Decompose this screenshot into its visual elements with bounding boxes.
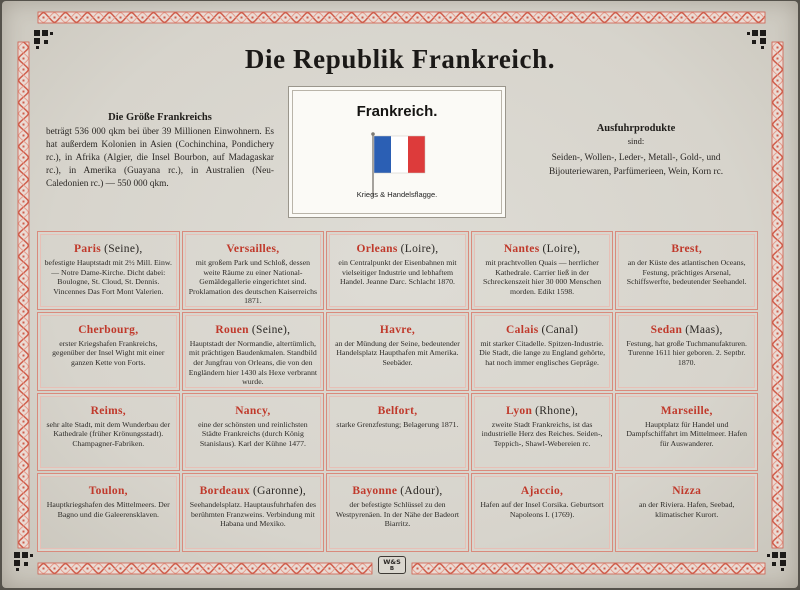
city-heading <box>477 323 608 338</box>
flag-panel <box>288 86 506 218</box>
city-description: mit prachtvollen Quais — herrlicher Kathedrale. Carrier ließ in der Schreckenszeit hier 30 000 Menschen morden. Edikt 1598. <box>482 258 602 296</box>
city-name: Marseille, <box>660 404 713 417</box>
city-name: Orleans <box>356 243 398 255</box>
city-cell-nizza <box>615 473 758 552</box>
bottom-border-band-left <box>38 563 372 574</box>
exports-heading: Ausfuhrprodukte <box>596 123 676 134</box>
flag-stripe-red <box>408 136 425 173</box>
city-name-suffix: (Maas), <box>685 323 723 336</box>
city-description: an der Riviera. Hafen, Seebad, klimatischer Kurort. <box>638 500 735 519</box>
city-name: Bordeaux <box>199 485 250 498</box>
city-description: Hafen auf der Insel Corsika. Geburtsort Napoleons I. (1769). <box>480 500 604 519</box>
city-cell-paris <box>37 231 180 310</box>
city-name: Calais <box>506 323 539 336</box>
city-name: Sedan <box>650 323 683 336</box>
city-heading <box>43 242 174 257</box>
city-heading <box>477 404 608 419</box>
publisher-mark <box>378 556 406 574</box>
city-heading <box>621 242 752 257</box>
city-cell-bayonne <box>326 473 469 552</box>
flag-caption: Kriegs & Handelsflagge. <box>356 190 438 199</box>
city-name: Paris <box>74 243 102 255</box>
area-info-block <box>46 111 274 191</box>
city-cell-bordeaux <box>182 473 325 552</box>
city-description: zweite Stadt Frankreichs, ist das industrielle Herz des Reiches. Seiden-, Teppich-, Shawl-Webereien rc. <box>481 419 603 448</box>
city-heading <box>332 404 463 419</box>
city-heading <box>188 484 319 499</box>
city-description: an der Mündung der Seine, bedeutender Handelsplatz Haupthafen mit Amerika. Seebäder. <box>335 338 460 367</box>
city-grid <box>37 231 758 552</box>
city-name: Nantes <box>503 243 540 255</box>
city-description: Hauptplatz für Handel und Dampfschiffahrt im Mittelmeer. Hafen für Auswanderer. <box>626 419 748 448</box>
city-description: ein Centralpunkt der Eisenbahnen mit vielseitiger Industrie und lebhaftem Handel. Jeanne Darc. Schlacht 1870. <box>338 258 457 287</box>
city-name: Havre, <box>379 323 416 336</box>
city-cell-sedan <box>615 312 758 391</box>
city-heading <box>332 242 463 257</box>
city-name: Lyon <box>506 404 533 417</box>
flag-pole-knob <box>371 132 375 136</box>
left-border-band <box>18 42 29 548</box>
exports-text: Seiden-, Wollen-, Leder-, Metall-, Gold-, und Bijouteriewaren, Parfümerieen, Wein, Korn rc. <box>548 153 724 177</box>
exports-intro: sind: <box>627 136 645 146</box>
city-description: mit starker Citadelle. Spitzen-Industrie. Die Stadt, die lange zu England gehörte, hat noch immer englisches Gepräge. <box>479 338 606 367</box>
flag-heading: Frankreich. <box>356 103 438 120</box>
top-border-band <box>38 12 765 23</box>
city-cell-versailles <box>182 231 325 310</box>
city-name-suffix: (Rhone), <box>535 404 579 417</box>
city-name-suffix: (Adour), <box>400 485 443 498</box>
city-name-suffix: (Seine), <box>251 323 291 336</box>
french-flag-icon <box>369 132 433 198</box>
publisher-mark-letter: B <box>389 566 395 572</box>
area-info-text: beträgt 536 000 qkm bei über 39 Millionen Einwohnern. Es hat außerdem Kolonien in Asien (Cochinchina, Pondichery rc.), in Afrika (Algier, die Insel Bourbon, auf Madagaskar rc.), in Amerika (Guayana rc.), in Australien (Neu-Caledonien rc.) — 550 000 qkm. <box>46 127 274 189</box>
flag-stripe-white <box>391 136 408 173</box>
city-cell-rouen <box>182 312 325 391</box>
city-description: Hauptstadt der Normandie, altertümlich, mit prächtigen Baudenkmalen. Standbild der Jungfrau von Orleans, die von den Engländern hier 1430 als Hexe verbrannt wurde. <box>188 338 318 387</box>
city-heading <box>477 242 608 257</box>
city-description: mit großem Park und Schloß, dessen weite Räume zu einer National-Gemäldegallerie eingerichtet sind. Proklamation des deutschen Kaiserreichs 1871. <box>188 258 318 306</box>
city-cell-orleans <box>326 231 469 310</box>
city-cell-havre <box>326 312 469 391</box>
city-name: Reims, <box>90 404 126 417</box>
city-heading <box>43 404 174 419</box>
flag-stripe-blue <box>374 136 391 173</box>
city-name-suffix: (Seine), <box>104 243 143 255</box>
city-description: erster Kriegshafen Frankreichs, gegenüber der Insel Wight mit einer ganzen Kette von Forts. <box>52 338 165 367</box>
city-description: Festung, hat große Tuchmanufakturen. Turenne 1611 hier geboren. 2. Septbr. 1870. <box>626 338 747 367</box>
city-name: Rouen <box>215 323 249 336</box>
city-cell-reims <box>37 393 180 472</box>
area-info-heading: Die Größe Frankreichs <box>108 112 212 123</box>
city-heading <box>188 242 319 257</box>
city-cell-belfort <box>326 393 469 472</box>
page-title: Die Republik Frankreich. <box>244 44 556 74</box>
city-description: der befestigte Schlüssel zu den Westpyrenäen. In der Nähe der Badeort Biarritz. <box>335 500 460 529</box>
city-description: eine der schönsten und reinlichsten Städte Frankreichs (durch König Stanislaus). Karl der Kühne 1477. <box>198 419 308 448</box>
city-heading <box>621 484 752 499</box>
city-cell-cherbourg <box>37 312 180 391</box>
city-cell-brest <box>615 231 758 310</box>
city-description: sehr alte Stadt, mit dem Wunderbau der Kathedrale (früher Krönungsstadt). Champagner-Fabriken. <box>46 419 171 448</box>
city-cell-nancy <box>182 393 325 472</box>
city-heading <box>332 323 463 338</box>
city-name: Brest, <box>671 243 703 255</box>
city-heading <box>477 484 608 499</box>
city-name: Bayonne <box>352 485 398 498</box>
city-heading <box>43 484 174 499</box>
city-description: Seehandelsplatz. Hauptausfuhrhafen des berühmten Franzweins. Verbindung mit Habana und Mexiko. <box>189 500 316 529</box>
city-heading <box>188 323 319 338</box>
city-cell-marseille <box>615 393 758 472</box>
right-border-band <box>772 42 783 548</box>
city-name: Nancy, <box>235 404 271 417</box>
corner-ornament-bottom-left <box>14 552 33 571</box>
city-name: Versailles, <box>226 243 280 255</box>
city-cell-lyon <box>471 393 614 472</box>
city-cell-nantes <box>471 231 614 310</box>
city-description: starke Grenzfestung; Belagerung 1871. <box>336 419 459 429</box>
city-description: an der Küste des atlantischen Oceans, Festung, prächtiges Arsenal, Schiffswerfte, bedeutender Seehandel. <box>626 258 747 287</box>
city-heading <box>43 323 174 338</box>
city-name: Nizza <box>672 485 702 498</box>
city-name: Belfort, <box>377 404 418 417</box>
city-name-suffix: (Garonne), <box>252 485 307 498</box>
city-heading <box>621 404 752 419</box>
city-cell-ajaccio <box>471 473 614 552</box>
corner-ornament-bottom-right <box>767 552 786 571</box>
city-name-suffix: (Loire), <box>542 243 581 255</box>
city-cell-toulon <box>37 473 180 552</box>
city-name-suffix: (Canal) <box>541 323 579 336</box>
city-cell-calais <box>471 312 614 391</box>
exports-block <box>520 122 752 179</box>
city-description: befestigte Hauptstadt mit 2½ Mill. Einw. — Notre Dame-Kirche. Dicht dabei: Boulogne, St. Cloud, St. Dennis. Vincennes Das Fort Mont Valerien. <box>44 258 172 296</box>
city-heading <box>332 484 463 499</box>
city-name-suffix: (Loire), <box>400 243 439 255</box>
city-heading <box>621 323 752 338</box>
city-heading <box>188 404 319 419</box>
city-name: Cherbourg, <box>78 323 139 336</box>
city-name: Ajaccio, <box>520 485 564 498</box>
city-name: Toulon, <box>88 485 128 498</box>
publisher-mark-initials: W&S <box>383 558 401 566</box>
city-description: Hauptkriegshafen des Mittelmeers. Der Bagno und die Galeerensklaven. <box>46 500 170 519</box>
bottom-border-band-right <box>412 563 765 574</box>
